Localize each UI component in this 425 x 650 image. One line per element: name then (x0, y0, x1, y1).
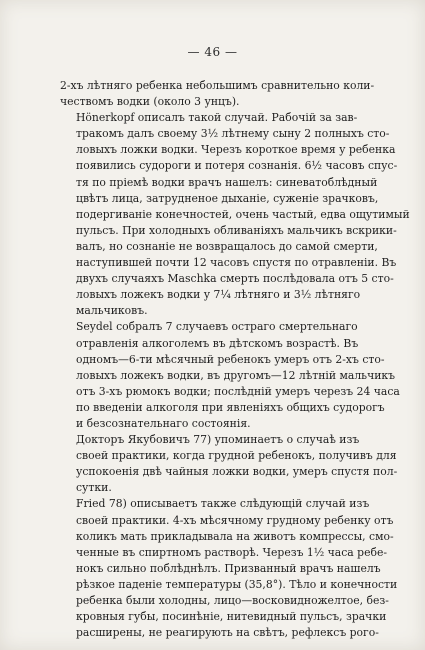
paragraph-2 (60, 110, 410, 319)
text-line: валъ, но сознаніе не возвращалось до самой смерти, (76, 239, 378, 253)
text-line: тя по пріемѣ водки врачъ нашелъ: синеватоблѣдный (76, 175, 378, 189)
text-line: по введеніи алкоголя при явленіяхъ общихъ судорогъ (76, 400, 385, 414)
text-line: 2-хъ лѣтняго ребенка небольшимъ сравнительно коли- (60, 79, 375, 92)
text-line: и безсознательнаго состоянія. (76, 416, 251, 430)
text-line: успокоенія двѣ чайныя ложки водки, умеръ спустя пол- (76, 465, 398, 479)
text-line: ребенка были холодны, лицо—восковидножелтое, без- (76, 594, 389, 607)
paragraph-1 (60, 78, 375, 110)
text-line: нокъ сильно поблѣднѣлъ. Призванный врачъ нашелъ (76, 561, 381, 575)
text-line: наступившей почти 12 часовъ спустя по отравленіи. Въ (76, 256, 397, 270)
text-line: мальчиковъ. (76, 304, 148, 318)
text-line: Fried 78) описываетъ также слѣдующій случай изъ (76, 497, 370, 511)
text-line: пульсъ. При холодныхъ обливаніяхъ мальчикъ вскрики- (76, 223, 397, 237)
text-line: отъ 3-хъ рюмокъ водки; послѣдній умеръ черезъ 24 часа (76, 384, 400, 398)
text-line: подергиваніе конечностей, очень частый, едва ощутимый (76, 207, 410, 221)
text-line: отравленія алкоголемъ въ дѣтскомъ возрастѣ. Въ (76, 336, 359, 350)
body-text (60, 78, 410, 641)
text-line: Seydel собралъ 7 случаевъ остраго смертельнаго (76, 320, 358, 334)
text-line: рѣзкое паденіе температуры (35,8°). Тѣло и конечности (76, 577, 398, 591)
text-line: Докторъ Якубовичъ 77) упоминаетъ о случаѣ изъ (76, 433, 360, 447)
text-line: ловыхъ ложекъ водки у 7¼ лѣтняго и 3½ лѣтняго (76, 288, 361, 302)
text-line: появились судороги и потеря сознанія. 6½ часовъ спус- (76, 159, 398, 173)
text-line: двухъ случаяхъ Maschka смерть послѣдовала отъ 5 сто- (76, 272, 394, 286)
text-line: своей практики. 4-хъ мѣсячному грудному ребенку отъ (76, 513, 394, 527)
text-line: ловыхъ ложки водки. Черезъ короткое время у ребенка (76, 143, 396, 157)
paragraph-5 (60, 496, 398, 641)
text-line: одномъ—6-ти мѣсячный ребенокъ умеръ отъ 2-хъ сто- (76, 352, 385, 366)
page-number: — 46 — (187, 45, 238, 59)
paragraph-3 (60, 319, 400, 432)
text-line: Hönerkopf описалъ такой случай. Рабочій за зав- (76, 111, 358, 125)
text-line: ченные въ спиртномъ растворѣ. Черезъ 1½ часа ребе- (76, 545, 387, 559)
text-line: кровныя губы, посинѣніе, нитевидный пульсъ, зрачки (76, 610, 387, 624)
text-line: чествомъ водки (около 3 унцъ). (60, 95, 240, 109)
text-line: сутки. (76, 481, 112, 495)
text-line: своей практики, когда грудной ребенокъ, получивъ для (76, 449, 397, 463)
text-line: тракомъ далъ своему 3½ лѣтнему сыну 2 полныхъ сто- (76, 127, 390, 141)
text-line: расширены, не реагирують на свѣтъ, рефлексъ рого- (76, 626, 379, 640)
text-line: цвѣтъ лица, затрудненое дыханіе, суженіе зрачковъ, (76, 191, 379, 205)
text-line: коликъ мать прикладывала на животъ компрессы, смо- (76, 529, 394, 543)
text-line: ловыхъ ложекъ водки, въ другомъ—12 лѣтній мальчикъ (76, 368, 396, 382)
paragraph-4 (60, 432, 398, 496)
